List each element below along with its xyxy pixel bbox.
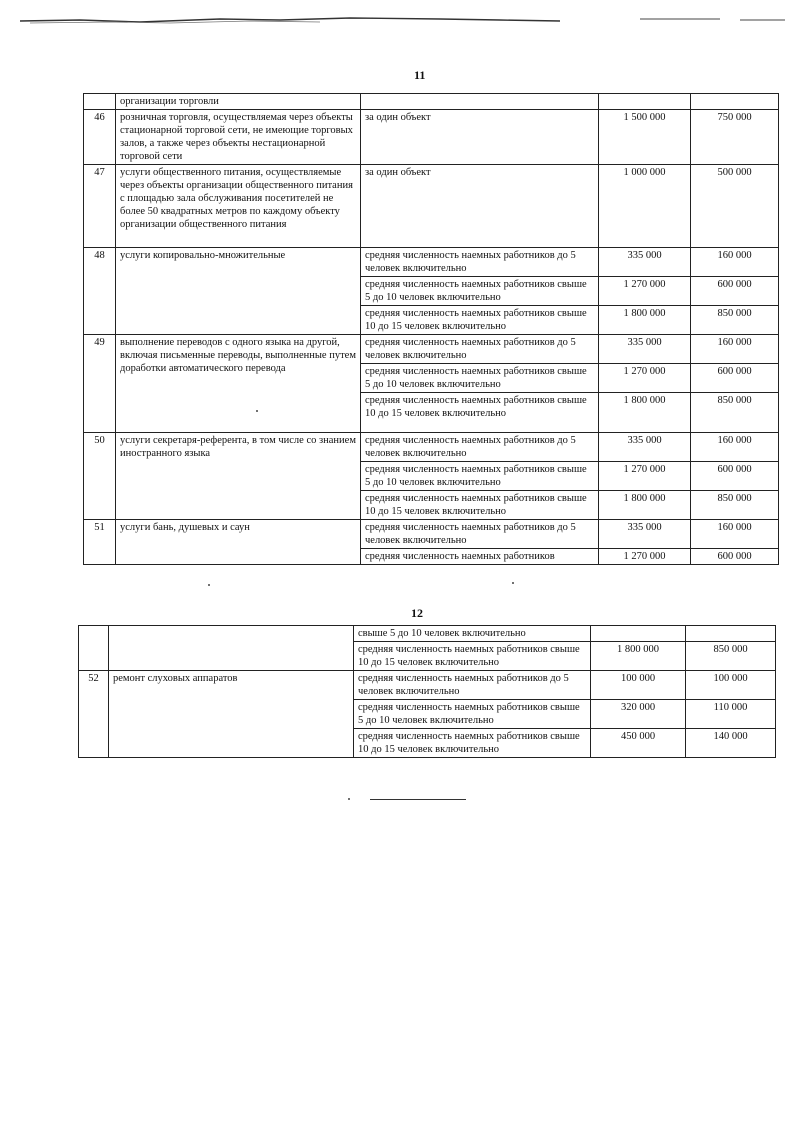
income-amount-reduced: 600 000 — [691, 462, 779, 491]
criterion: средняя численность наемных работников свыше 5 до 10 человек включительно — [361, 462, 599, 491]
income-amount: 335 000 — [599, 248, 691, 277]
income-amount: 1 270 000 — [599, 277, 691, 306]
service-description: ремонт слуховых аппаратов — [109, 671, 354, 758]
criterion: средняя численность наемных работников свыше 5 до 10 человек включительно — [361, 364, 599, 393]
income-amount-reduced: 160 000 — [691, 335, 779, 364]
service-description — [109, 626, 354, 671]
row-number: 48 — [84, 248, 116, 335]
income-amount-reduced — [691, 94, 779, 110]
income-amount: 320 000 — [591, 700, 686, 729]
row-number: 52 — [79, 671, 109, 758]
income-amount-reduced: 850 000 — [691, 393, 779, 433]
income-amount: 1 800 000 — [599, 393, 691, 433]
row-number — [84, 94, 116, 110]
income-amount: 450 000 — [591, 729, 686, 758]
table-row — [84, 110, 779, 165]
service-description: услуги копировально-множительные — [116, 248, 361, 335]
criterion: средняя численность наемных работников — [361, 549, 599, 565]
criterion: средняя численность наемных работников свыше 10 до 15 человек включительно — [361, 491, 599, 520]
income-amount — [599, 94, 691, 110]
income-amount: 1 270 000 — [599, 364, 691, 393]
income-amount-reduced: 850 000 — [691, 306, 779, 335]
criterion: свыше 5 до 10 человек включительно — [354, 626, 591, 642]
scan-speck — [208, 584, 210, 586]
income-amount: 1 270 000 — [599, 462, 691, 491]
table-row — [84, 335, 779, 364]
table-row — [84, 520, 779, 549]
service-description: услуги бань, душевых и саун — [116, 520, 361, 565]
income-amount-reduced: 160 000 — [691, 433, 779, 462]
criterion: средняя численность наемных работников свыше 5 до 10 человек включительно — [361, 277, 599, 306]
income-amount-reduced: 160 000 — [691, 248, 779, 277]
income-amount — [591, 626, 686, 642]
income-amount-reduced: 160 000 — [691, 520, 779, 549]
criterion: средняя численность наемных работников свыше 10 до 15 человек включительно — [354, 642, 591, 671]
criterion: средняя численность наемных работников свыше 10 до 15 человек включительно — [361, 393, 599, 433]
income-amount-reduced: 140 000 — [686, 729, 776, 758]
criterion: средняя численность наемных работников до 5 человек включительно — [361, 248, 599, 277]
income-amount-reduced: 600 000 — [691, 277, 779, 306]
row-number: 46 — [84, 110, 116, 165]
income-amount: 1 270 000 — [599, 549, 691, 565]
scan-speck — [256, 410, 258, 412]
service-description: организации торговли — [116, 94, 361, 110]
criterion: средняя численность наемных работников свыше 10 до 15 человек включительно — [361, 306, 599, 335]
income-amount: 100 000 — [591, 671, 686, 700]
table-row — [79, 671, 776, 700]
page-number: 11 — [414, 68, 426, 82]
income-amount-reduced: 100 000 — [686, 671, 776, 700]
income-amount-reduced: 110 000 — [686, 700, 776, 729]
table-row — [84, 433, 779, 462]
services-table — [83, 93, 779, 565]
income-amount: 335 000 — [599, 335, 691, 364]
service-description: выполнение переводов с одного языка на другой, включая письменные переводы, выполненные путем доработки автоматического перевода — [116, 335, 361, 433]
income-amount-reduced: 850 000 — [686, 642, 776, 671]
row-number: 47 — [84, 165, 116, 248]
table-row — [84, 165, 779, 248]
end-separator-line — [370, 799, 466, 800]
table-row — [84, 94, 779, 110]
row-number: 51 — [84, 520, 116, 565]
income-amount: 1 800 000 — [599, 491, 691, 520]
income-amount-reduced: 500 000 — [691, 165, 779, 248]
criterion — [361, 94, 599, 110]
service-description: розничная торговля, осуществляемая через объекты стационарной торговой сети, не имеющие торговых залов, а также через объекты нестационарной торговой сети — [116, 110, 361, 165]
criterion: за один объект — [361, 165, 599, 248]
criterion: средняя численность наемных работников до 5 человек включительно — [354, 671, 591, 700]
row-number: 50 — [84, 433, 116, 520]
table-row — [84, 248, 779, 277]
criterion: средняя численность наемных работников до 5 человек включительно — [361, 335, 599, 364]
income-amount: 1 800 000 — [599, 306, 691, 335]
page-number: 12 — [411, 606, 423, 620]
criterion: средняя численность наемных работников свыше 10 до 15 человек включительно — [354, 729, 591, 758]
service-description: услуги общественного питания, осуществляемые через объекты организации общественного питания с площадью зала обслуживания посетителей не более 50 квадратных метров по каждому объекту организации общественного питания — [116, 165, 361, 248]
income-amount: 1 500 000 — [599, 110, 691, 165]
income-amount-reduced — [686, 626, 776, 642]
income-amount: 335 000 — [599, 433, 691, 462]
table-row — [79, 626, 776, 642]
income-amount-reduced: 850 000 — [691, 491, 779, 520]
income-amount: 335 000 — [599, 520, 691, 549]
criterion: средняя численность наемных работников до 5 человек включительно — [361, 520, 599, 549]
income-amount: 1 000 000 — [599, 165, 691, 248]
criterion: средняя численность наемных работников свыше 5 до 10 человек включительно — [354, 700, 591, 729]
scan-speck — [512, 582, 514, 584]
row-number — [79, 626, 109, 671]
criterion: за один объект — [361, 110, 599, 165]
row-number: 49 — [84, 335, 116, 433]
scan-artifact-line — [20, 16, 790, 24]
scan-speck — [348, 798, 350, 800]
service-description: услуги секретаря-референта, в том числе со знанием иностранного языка — [116, 433, 361, 520]
income-amount-reduced: 750 000 — [691, 110, 779, 165]
criterion: средняя численность наемных работников до 5 человек включительно — [361, 433, 599, 462]
income-amount-reduced: 600 000 — [691, 364, 779, 393]
services-table-continued — [78, 625, 776, 758]
income-amount-reduced: 600 000 — [691, 549, 779, 565]
income-amount: 1 800 000 — [591, 642, 686, 671]
